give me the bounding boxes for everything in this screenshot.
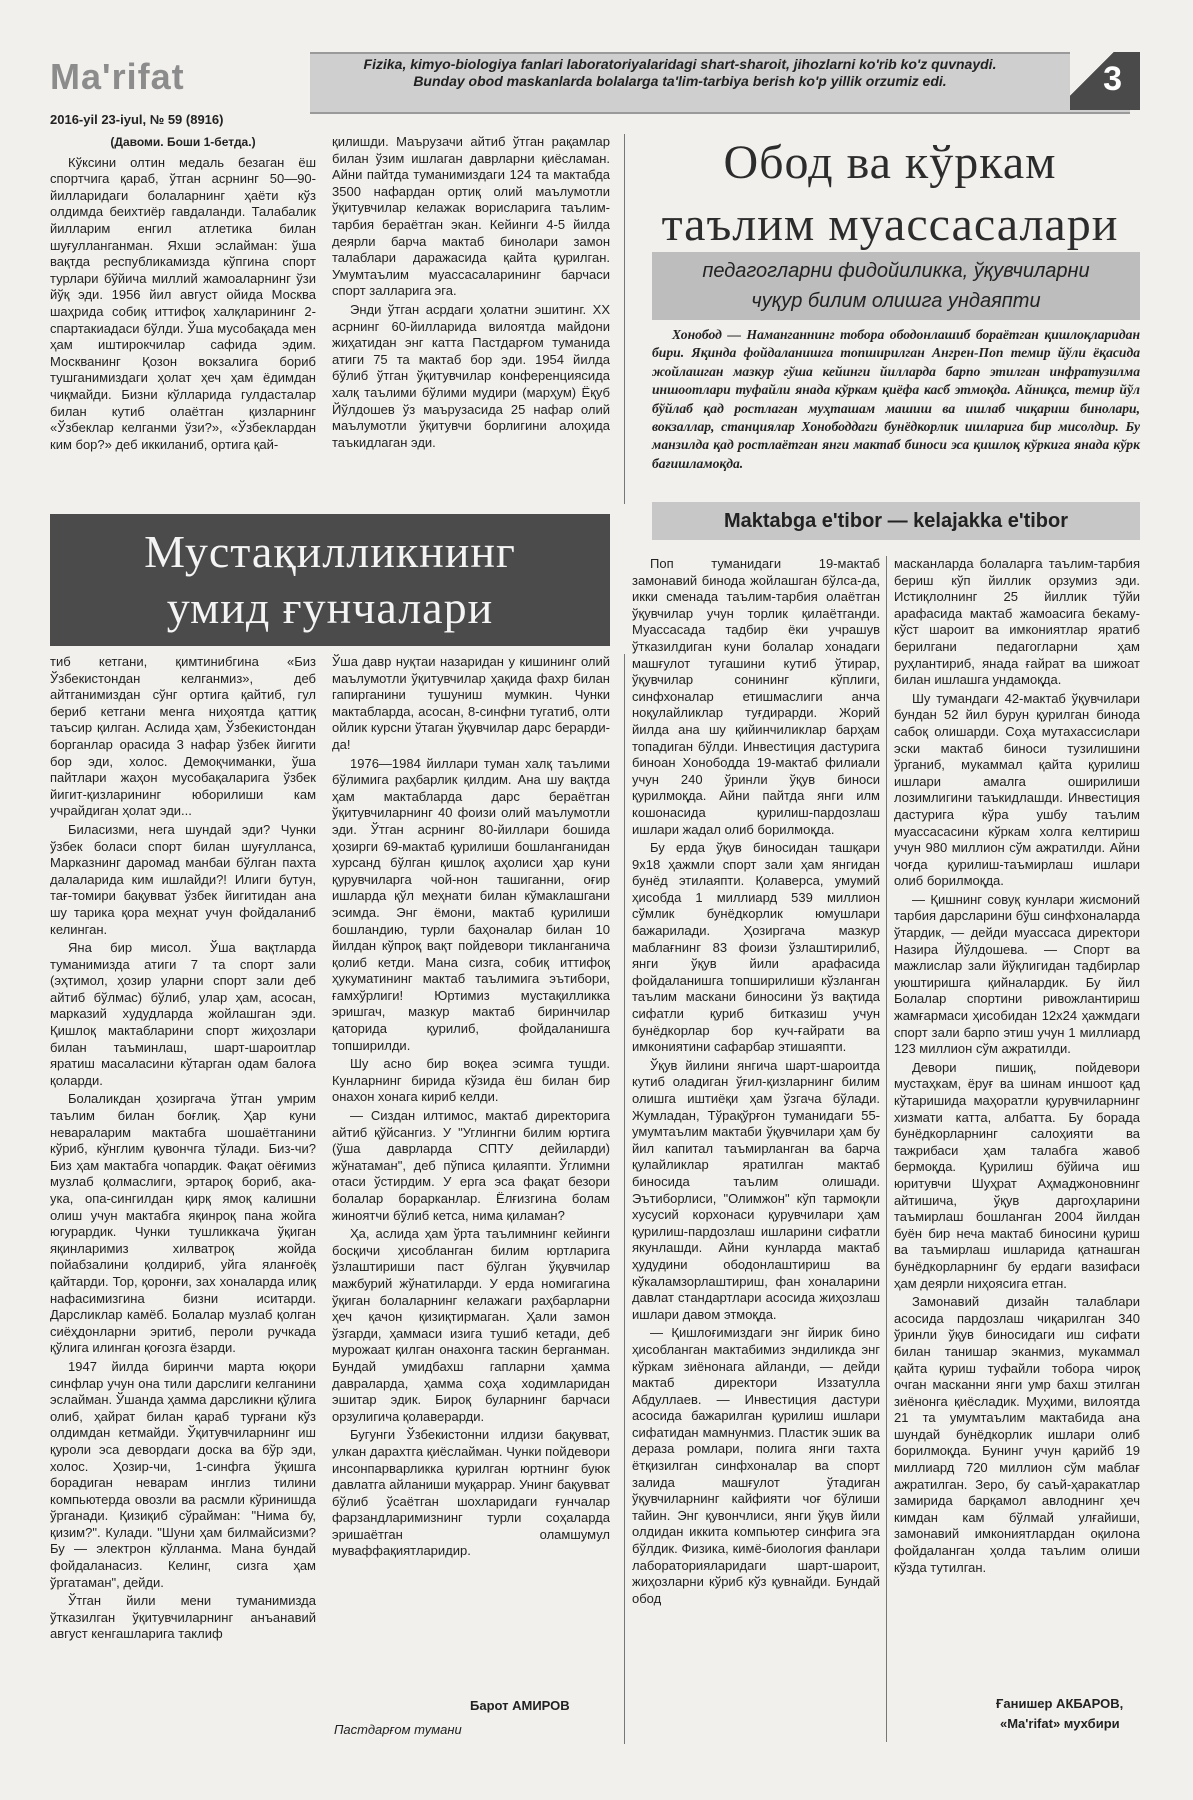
column-divider [624,654,625,1744]
paragraph: Девори пишиқ, пойдевори мустаҳкам, ёруғ ва шинам иншоот қад кўтаришида маҳоратли қурувчиларнинг хизмати катта, албатта. Бу борада бунёдкорларнинг салоҳияти ва тажрибаси ҳам талабга жавоб бермоқда. Қурилиш бўйича иш юритувчи Шуҳрат Аҳмаджоновнинг айтишича, ўқув даргоҳларини таъмирлаш бошланган 2004 йилдан буён бир неча мактаб биносини қуриш ва таъмирлаш ишларида қатнашган бунёдкорларнинг бу ердаги вазифаси ҳам деярли ниҳоясига етган. [894,1059,1140,1291]
paragraph: Шу асно бир воқеа эсимга тушди. Кунларнинг бирида кўзида ёш билан бир онахон хонага кириб келди. [332,1056,610,1105]
article-right-title [640,132,1140,256]
article-left-col1-top [50,134,316,506]
paragraph: Биласизми, нега шундай эди? Чунки ўзбек боласи спорт билан шуғулланса, Марказнинг даромад манбаи бўлган пахта далаларида ким ишлайди?! Илиги бутун, тағ-томири бақувват ўзбек йигитидан ана шу тарика қора меҳнат учун фойдаланиб келинган. [50,821,316,937]
paragraph: Ҳа, аслида ҳам ўрта таълимнинг кейинги босқичи ҳисобланган билим юртларига ўзлаштириши паст бўлган ўқувчилар мажбурий жўнатиларди. У ерда номигагина ўқиган болаларнинг келажаги раҳбарларни ҳеч қачон қизиқтирмаган. Ҳали замон ўзгарди, ҳаммаси изига тушиб кетади, деб мурожаат қилган онахонга таскин берганман. Бундай умидбахш гапларни ҳамма давраларда, ҳамма соҳа ходимларидан эшитар эдик. Бироқ буларнинг барчаси орзулигича қолаверарди. [332,1226,610,1424]
paragraph: тиб кетгани, қимтинибгина «Биз Ўзбекистондан келганмиз», деб айтганимиздан сўнг ортига қайтиб, гул бериб кетгани менга ниҳоятда қаттиқ таъсир қилган. Аслида ҳам, Ўзбекистондан борганлар орасида 3 нафар ўзбек йигити бор эди, холос. Демоқчиманки, ўша пайтлари жаҳон мусобақаларига ўзбек йигит-қизларининг юборилиши кам учрайдиган ҳолат эди... [50,654,316,819]
article-left-author-place: Пастдарғом тумани [334,1722,462,1737]
paragraph: Шу тумандаги 42-мактаб ўқувчилари бундан 52 йил бурун қурилган бинода сабоқ олишарди. Соҳа мутахассислари эски мактаб биноси тузилишини ўрганиб, мукаммал қайта қурилиш ишлари амалга оширилиши лозимлигини таъкидлашди. Инвестиция дастурига кўра ушбу таълим муассасасини кўркам холга келтириш учун 980 миллион сўм ажратилди. Айни чоғда қурилиш-таъмирлаш ишлари олиб борилмоқда. [894,690,1140,889]
article-left-author: Барот АМИРОВ [470,1698,570,1713]
article-right-lead [652,326,1140,473]
subtitle-line: педагогларни фидойиликка, ўқувчиларни [702,260,1090,282]
column-divider [624,134,625,504]
paragraph: қилишди. Маърузачи айтиб ўтган рақамлар билан ўзим ишлаган даврларни қиёсламан. Айни пайтда туманимиздаги 124 та мактабда 3500 нафардан ортиқ олий маълумотли ўқитувчилар келажак ворисларига таълим-тарбия бераётган экан. Кейинги 4-5 йилда деярли барча мактаб бинолари замон талаблари даражасида қайта қурилган. Умумтаълим муассасаларининг барчаси спорт залларига эга. [332,134,610,299]
section-banner: Maktabga e'tibor — kelajakka e'tibor [652,502,1140,540]
column-divider [886,556,887,1742]
article-right-col3 [632,556,880,1742]
title-line: Обод ва кўркам [723,136,1057,189]
subtitle-line: чуқур билим олишга ундаяпти [751,290,1041,312]
paragraph: 1976—1984 йиллари туман халқ таълими бўлимига раҳбарлик қилдим. Ана шу вақтда ҳам мактабларда дарс бераётган ўқитувчиларнинг 40 фоизи олий маълумотли эди. Ўтган асрнинг 80-йиллари бошида ҳозирги 69-мактаб қурилиши бошланганидан хурсанд бўлган қишлоқ аҳолиси ҳар куни қурувчиларга чой-нон ташиганни, оғир ишларда қўл меҳнати билан кўмаклашгани эсимда. Энг ёмони, мактаб қурилиши бошландию, турли баҳоналар билан 10 йилдан кўпроқ вақт пойдевори тикланганича қолиб кетди. Мана сизга, собиқ иттифоқ ҳукуматининг мактаб таълимига эътибори, ғамхўрлиги! Юртимиз мустақилликка эришгач, мазкур мактаб биринчилар қаторида қурилиб, фойдаланишга топширилди. [332,755,610,1053]
title-line: таълим муассасалари [661,198,1119,251]
article-left-title [50,514,610,646]
paragraph: Замонавий дизайн талаблари асосида пардозлаш чиқарилган 340 ўринли ўқув биносидаги иш сифати билан танишар эканмиз, мукаммал қайта қуриш туфайли тобора чироқ очган масканни янги умр бахш этилган зиёнонга қиёсладик. Муҳими, вилоятда 21 та умумтаълим мактабида ана шундай бунёдкорлик ишлари олиб борилмоқда. Бунинг учун қарийб 19 миллиард 720 миллион сўм маблағ ажратилган. Зеро, бу саъй-ҳаракатлар замирида барқамол авлоднинг ҳеч кимдан кам бўлмай улғайиши, замонавий имкониятлардан оқилона фойдаланган ҳолда таълим олиши кўзда тутилган. [894,1294,1140,1575]
paragraph: — Қишлоғимиздаги энг йирик бино ҳисобланган мактабимиз эндиликда энг кўркам зиёнонага айланди, — дейди мактаб директори Иззатулла Абдуллаев. — Инвестиция дастури асосида бажарилган қурилиш ишлари сифатидан мамнунмиз. Пластик эшик ва деразa ромлари, полига янги тахта ётқизилган синфхоналар ва спорт залида машғулот ўтадиган ўқувчиларнинг кайфияти чоғ бўлиши тайин. Энг қувончлиси, янги ўқув йили олдидан иккита компьютер синфига эга бўлдик. Физика, кимё-биология фанлари лабораторияларидаги шарт-шароит, жиҳозларни кўриб кўз қувнайди. Бундай обод [632,1325,880,1606]
article-right-author-role: «Ma'rifat» мухбири [1000,1716,1120,1731]
lead-paragraph: Хонобод — Наманганнинг тобора ободонлашиб бораётган қишлоқларидан бири. Яқинда фойдаланишга топширилган Ангрен-Поп темир йўли ёқасида жойлашган мазкур гўша кейинги йилларда барпо этилган инфратузилма иншоотлари туфайли янада кўркам қиёфа касб этмоқда. Айниқса, темир йўл бўйлаб қад ростлаган муҳташам машиш ва ишлаб чиқариш бинолари, вокзаллар, станциялар Хонободдаги бунёдкорлик ишларига бир мисолдир. Бу манзилда қад ростлаётган янги мактаб биноси эса қишлоқ кўркига янада кўрк бағишламоқда. [652,327,1140,471]
masthead [50,52,1140,112]
tagline: Fizika, kimyo-biologiya fanlari laboratoriyalaridagi shart-sharoit, jihozlarni ko'rib ko'z quvnaydi. Bunday obod maskanlarda bolalarga ta'lim-tarbiya berish ko'p yillik orzumiz edi. [363,56,997,89]
paragraph: Энди ўтган асрдаги ҳолатни эшитинг. ХХ асрнинг 60-йилларида вилоятда майдони жиҳатидан энг катта Пастдарғом туманида атиги 75 та мактаб бор эди. 1954 йилда бўлиб ўтган ўқитувчилар конференциясида халқ таълими бўлими мудири (марҳум) Ёқуб Йўлдошев ўз маърузасида 25 нафар олий маълумотли ўқитувчи борлигини алоҳида таъкидлаган эди. [332,301,610,450]
article-left-col2-top [332,134,610,506]
paragraph: Ўша давр нуқтаи назаридан у кишининг олий маълумотли ўқитувчилар ҳақида фахр билан гапирганини тушуниш мумкин. Чунки мактабларда, асосан, 8-синфни тугатиб, олти ойлик курсни ўтаган ўқувчилар дарс берарди-да! [332,654,610,752]
article-left-col2-bottom [332,654,610,1694]
paragraph: масканларда болаларга таълим-тарбия бериш кўп йиллик орзумиз эди. Истиқлолнинг 25 йиллик тўйи арафасида мактаб жамоасига бекаму-кўст шароит ва имкониятлар яратиб берилгани педагогларни ҳам руҳлантириб, янада ғайрат ва шижоат билан ишлашга ундамоқда. [894,556,1140,688]
page-number-box [1070,52,1140,110]
paragraph: Кўксини олтин медаль безаган ёш спортчига қараб, ўтган асрнинг 50—90-йилларидаги болаларнинг ҳаёти кўз олдимда беихтиёр гавдаланди. Талабалик йилларим енгил атлетика билан шуғулланганман. Яхши эслайман: ўша вақтда республикамизда кўпгина спорт турлари бўйича миллий жамоаларнинг ўзи йўқ эди. 1956 йил август ойида Москва шаҳрида собиқ иттифоқ халқларининг 2-спартакиадаси бўлди. Ўша мусобақада мен ҳам иштирокчилар сафида эдим. Москванинг Қозон вокзалига бориб тушганимиздаги ҳолат ҳеч ҳам ёдимдан чиқмайди. Бизни кўлларида гулдасталар билан кутиб олаётган қизларнинг «Ўзбеклар келганми ўзи?», «Ўзбеклардан ким бор?» деб иккиланиб, ортига қай- [50,154,316,452]
title-line: Мустақилликнинг [144,526,516,577]
article-right-col4 [894,556,1140,1686]
continuation-note: (Давоми. Боши 1-бетда.) [110,135,256,149]
paragraph: Поп туманидаги 19-мактаб замонавий бинода жойлашган бўлса-да, икки сменада таълим-тарбия олаётган ўқувчилар учун торлик қилаётганди. Муассасада тадбир ёки учрашув ўтказилдиган куни болалар хонадаги машғулот тугашини кутиб ўтирар, ўқувчилар сонининг кўплиги, синфхоналар етишмаслиги анча ноқулайликлар туғдирарди. Жорий йилда ана шу қийинчиликлар барҳам топадиган бўлди. Инвестиция дастурига биноан Хонободда 19-мактаб филиали учун 240 ўринли ўқув биноси қурилмоқда. Айни пайтда янги илм кошонасида қурилиш-пардозлаш ишлари жадал олиб борилмоқда. [632,556,880,837]
paragraph: Бу ерда ўқув биносидан ташқари 9х18 ҳажмли спорт зали ҳам янгидан бунёд этилаяпти. Қолаверса, умумий ҳисобда 1 миллиард 539 миллион сўмлик бунёдкорлик юмушлари бажарилади. Ҳозиргача мазкур маблағнинг 83 фоизи ўзлаштирилиб, янги ўқув йили арафасида фойдаланишга топширилиши кўзланган таълим маскани биносини ўз вақтида сифатли қуриб битказиш учун бунёдкорлар бор куч-ғайрати ва имкониятини сафарбар этишаяпти. [632,840,880,1055]
tagline-box [310,52,1130,114]
paragraph: 1947 йилда биринчи марта юқори синфлар учун она тили дарслиги келганини эслайман. Ўшанда ҳамма дарсликни қўлига олиб, ҳайрат билан қараб турғани кўз олдимдан кетмайди. Ўқитувчиларнинг иш қуроли эса девордаги доска ва бўр эди, холос. Ҳозир-чи, 1-синфга ўқишга борадиган невaрам инглиз тилини компьютерда овозли ва расмли кўринишда ўрганади. Қизиқиб сўрайман: "Нима бу, қизим?". Кулади. "Шуни ҳам билмайсизми? Бу — электрон кўлланма. Мана бундай фойдаланасиз. Келинг, сизга ҳам ўргатаман", дейди. [50,1358,316,1590]
article-left-col1-bottom [50,654,316,1740]
paragraph: — Сиздан илтимос, мактаб директорига айтиб қўйсангиз. У "Углингни билим юртига (ўша даврларда СПТУ дейиларди) жўнатаман", деб пўписа қилаяпти. Ўглимни отаси ўстирдим. У ерга эса фақат безори болалар борарканлар. Ёлғизгина болам жиноятчи бўлиб кетса, нима қиламан? [332,1108,610,1223]
paragraph: Яна бир мисол. Ўша вақтларда туманимизда атиги 7 та спорт зали (эҳтимол, ҳозир уларни спорт зали деб айтиб бўлмас) бўлиб, улар ҳам, асосан, марказий худудларда жойлашган эди. Қишлоқ мактабларини спорт жиҳозлари билан таъминлаш, шарт-шароитлар яратиш масаласини кўтарган одам балоға қоларди. [50,940,316,1088]
paragraph: Болаликдан ҳозиргача ўтган умрим таълим билан боғлиқ. Ҳар куни невараларим мактабга шошаётганини кўриб, кўнглим қувончга тўлади. Биз-чи? Биз ҳам мактабга чопардик. Фақат оёғимиз музлаб қолмаслиги, эртароқ бориб, ака-ука, опа-сингилдан қирқ ямоқ калишни олиш учун мактабга яқинроқ пана жойга югурардик. Чунки тушликкача ўқиган яқинларимиз хилватроқ жойда пойабзалини қолдириб, уйга яланғоёқ қайтарди. Тор, қоронғи, зах хоналарда илиқ нафасимизгина бизни иситарди. Дарсликлар камёб. Болалар музлаб қолган сиёҳдонларни эритиб, пероли ручкада қўлига илинган қоғозга ёзарди. [50,1091,316,1356]
paragraph: Ўқув йилини янгича шарт-шароитда кутиб оладиган ўғил-қизларнинг билим олишга иштиёқи ҳам ўзгача бўлади. Жумладан, Тўрақўрғон туманидаги 55-умумтаълим мактаби ўқувчилари ҳам бу йил капитал таъмирланган ва барча қулайликлар яратилган мактаб биносида таълим олишади. Эътиборлиси, "Олимжон" кўп тармоқли хусусий корхонаси қурувчилари ҳам қурилиш-пардозлаш ишларини сифатли якунлашди. Айни кунларда мактаб ҳудудини ободонлаштириш ва кўкаламзорлаштириш, фан хоналарини давлат стандартлари асосида жиҳозлаш ишлари давом этмоқда. [632,1057,880,1322]
title-line: умид ғунчалари [166,582,494,633]
page-number: 3 [1103,60,1122,98]
paragraph: Ўтган йили мени туманимизда ўтказилган ўқитувчиларнинг анъанавий август кенгашларига таклиф [50,1593,316,1642]
article-right-subtitle [652,252,1140,320]
newspaper-logo: Ma'rifat [50,56,185,97]
paragraph: Бугунги Ўзбекистонни илдизи бақувват, улкан дарахтга қиёслайман. Чунки пойдевори инсонпарварликка қурилган юртнинг буюк давлатга айланиши муқаррар. Унинг бақувват бўлиб ўсаётган шохларидаги ғунчалар фарзандларимизнинг турли соҳаларда эришаётган оламшумул муваффақиятларидир. [332,1427,610,1559]
paragraph: — Қишнинг совуқ кунлари жисмоний тарбия дарсларини бўш синфхоналарда ўтардик, — дейди муассаса директори Назира Йўлдошева. — Спорт ва мажлислар зали йўқлигидан тадбирлар уюштиришга қийналардик. Бу йил Болалар спортини ривожлантириш жамғармаси ҳисобидан 12х24 ҳажмдаги спорт зали барпо этиш учун 1 миллиард 123 миллион сўм ажратилди. [894,891,1140,1057]
article-right-author: Ғанишер АКБАРОВ, [996,1696,1124,1711]
dateline: 2016-yil 23-iyul, № 59 (8916) [50,112,224,127]
